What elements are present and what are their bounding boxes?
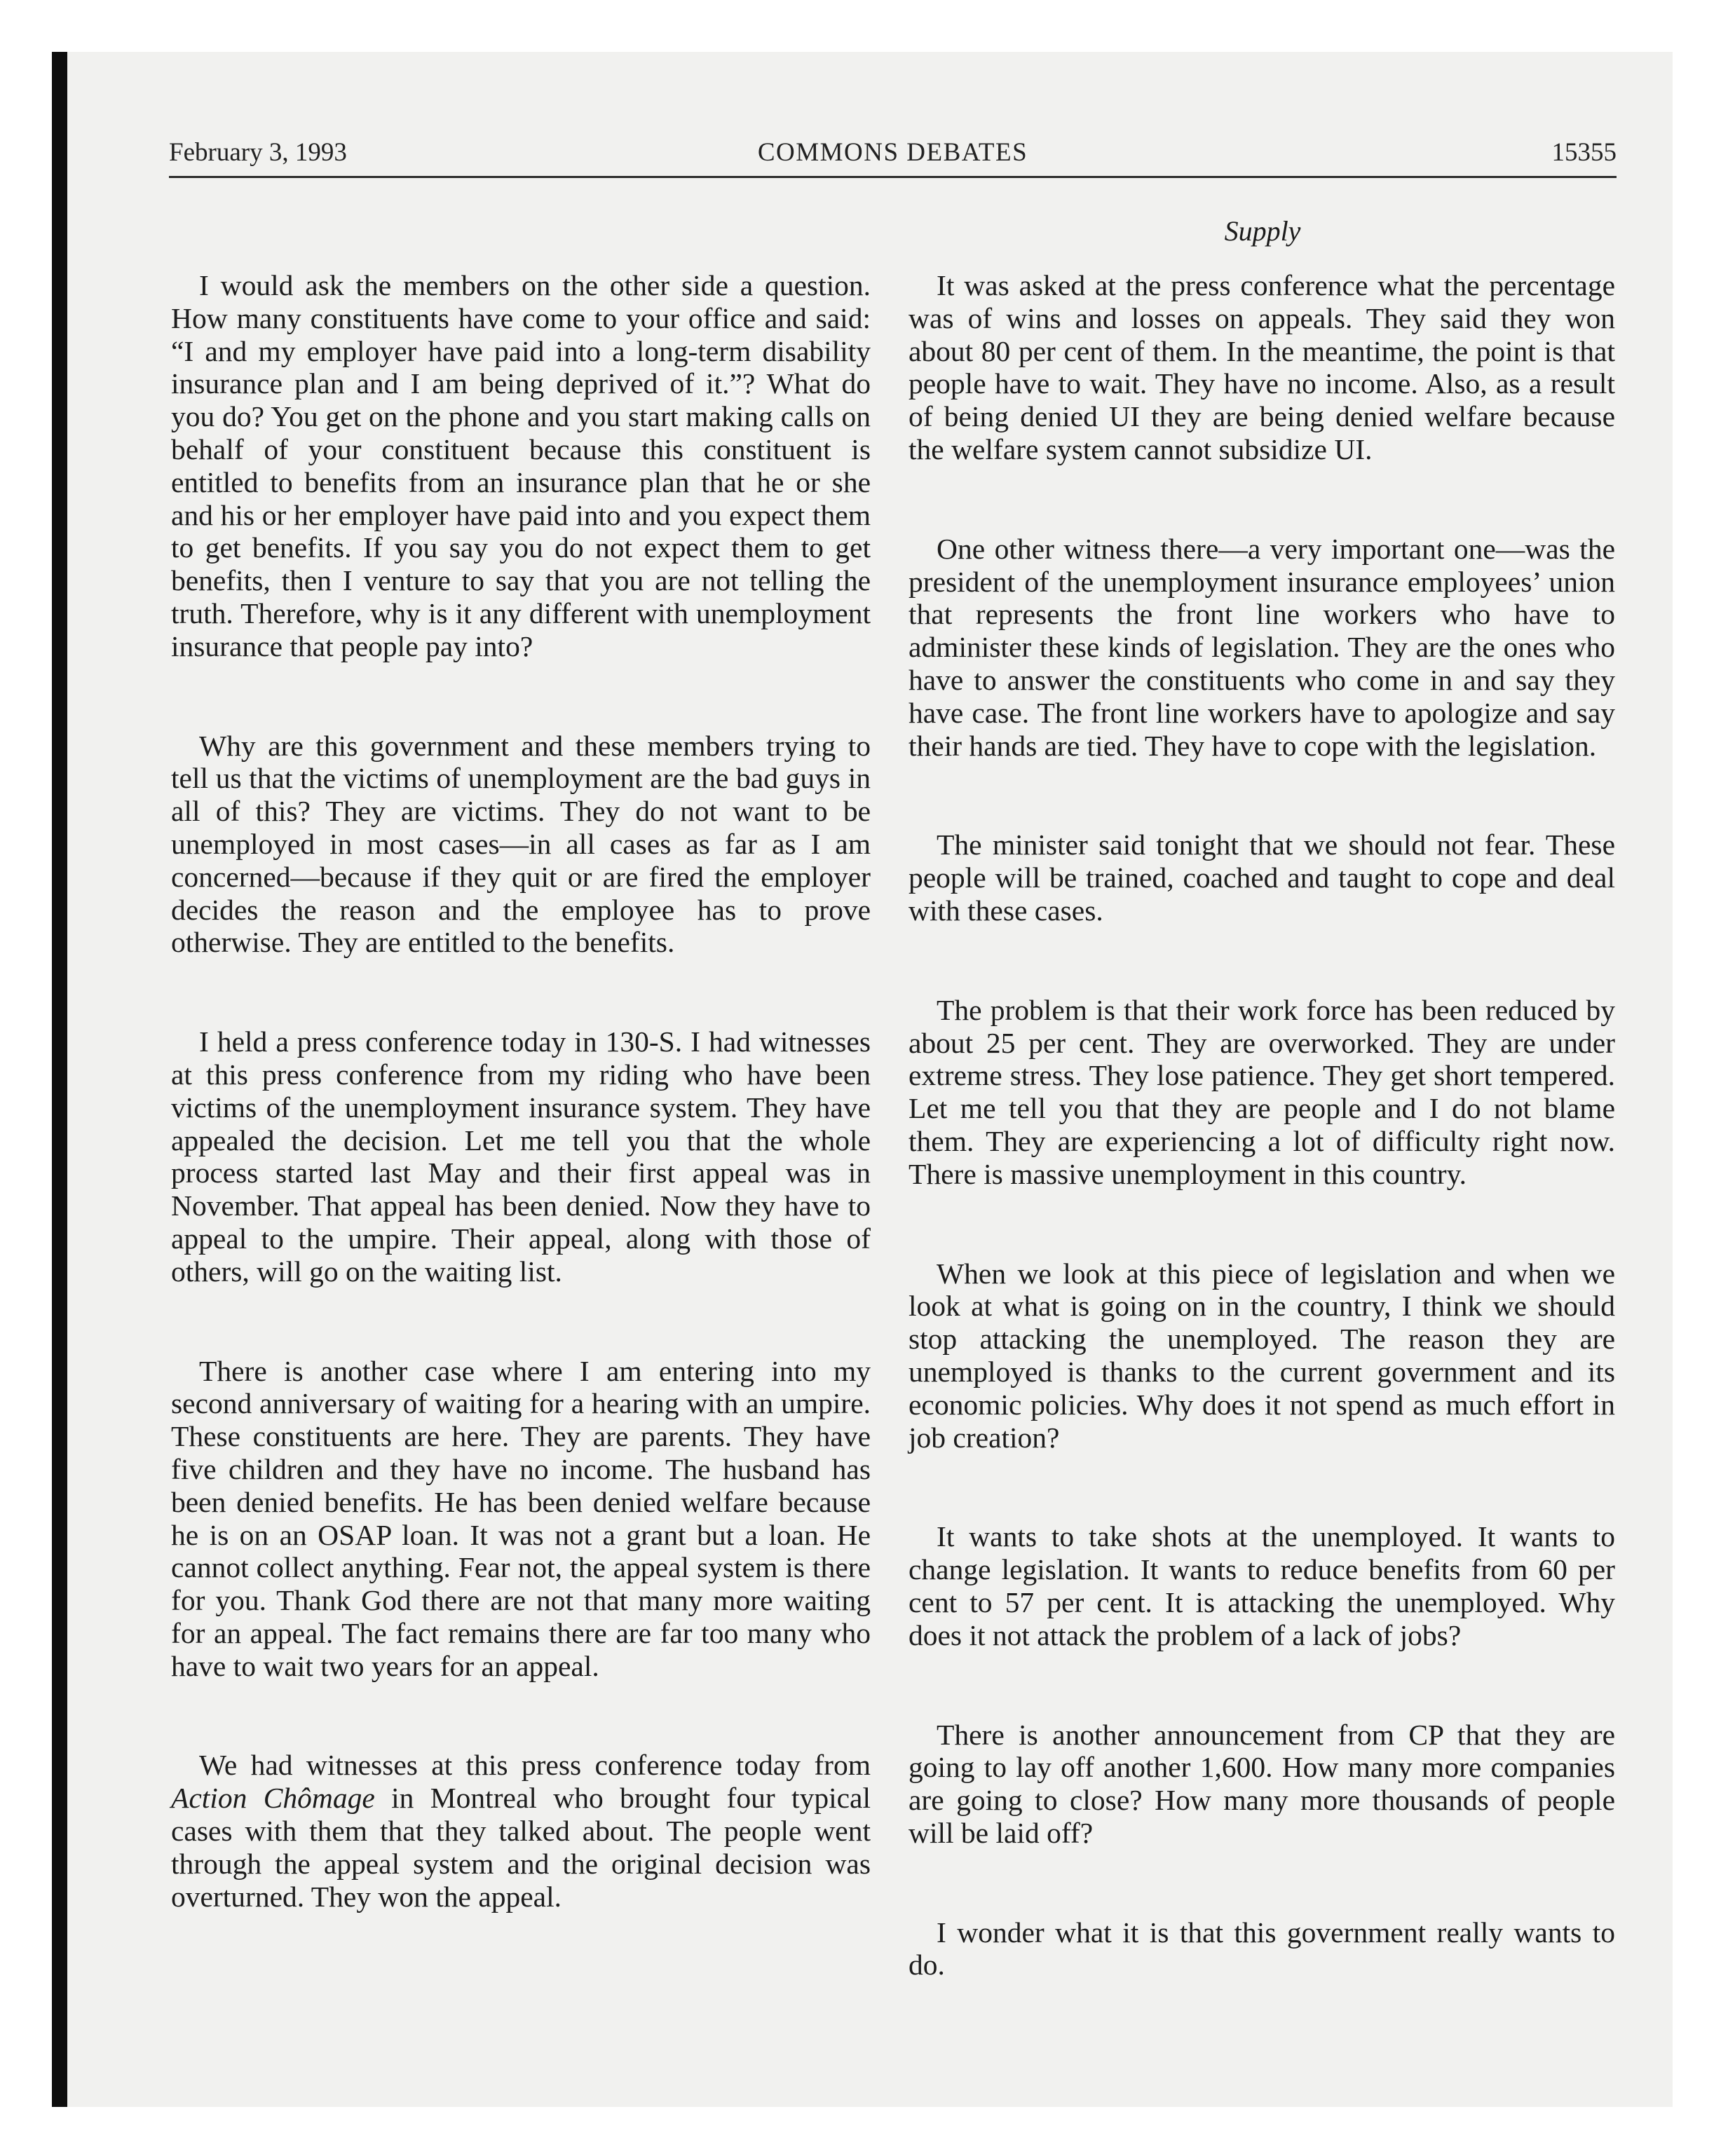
organization-name: Action Chômage [171,1782,375,1815]
left-column [171,269,871,1913]
header-rule [169,176,1617,178]
paragraph-text: We had witnesses at this press conference today from [199,1749,871,1782]
section-label: Supply [1224,215,1301,247]
running-header [169,133,1617,172]
paragraph [171,1749,871,1913]
paragraph: It wants to take shots at the unemployed. It wants to change legislation. It wants to reduce benefits from 60 per cent to 57 per cent. It is attacking the unemployed. Why does it not attack the problem of a lack of jobs? [909,1520,1615,1651]
right-column [909,269,1615,1981]
scan-edge-bar [52,52,67,2107]
paragraph: Why are this government and these members trying to tell us that the victims of unemployment are the bad guys in all of this? They are victims. They do not want to be unemployed in most cases—in all cases as far as I am concerned—because if they quit or are fired the employer decides the reason and the employee has to prove otherwise. They are entitled to the benefits. [171,729,871,959]
paragraph: There is another announcement from CP that they are going to lay off another 1,600. How many more companies are going to close? How many more thousands of people will be laid off? [909,1718,1615,1849]
paragraph: The problem is that their work force has been reduced by about 25 per cent. They are overworked. They are under extreme stress. They lose patience. They get short tempered. Let me tell you that they are people and I do not blame them. They are experiencing a lot of difficulty right now. There is massive unemployment in this country. [909,993,1615,1190]
paragraph: When we look at this piece of legislation and when we look at what is going on in the country, I think we should stop attacking the unemployed. The reason they are unemployed is thanks to the current government and its economic policies. Why does it not spend as much effort in job creation? [909,1257,1615,1454]
header-title: COMMONS DEBATES [757,138,1028,167]
header-page-number: 15355 [1551,138,1617,167]
paragraph: One other witness there—a very important one—was the president of the unemployment insurance employees’ union that represents the front line workers who have to administer these kinds of legislation. They are the ones who have to answer the constituents who come in and say they have case. The front line workers have to apologize and say their hands are tied. They have to cope with the legislation. [909,532,1615,762]
paragraph: There is another case where I am entering into my second anniversary of waiting for a hearing with an umpire. These constituents are here. They are parents. They have five children and they have no income. The husband has been denied benefits. He has been denied welfare because he is on an OSAP loan. It was not a grant but a loan. He cannot collect anything. Fear not, the appeal system is there for you. Thank God there are not that many more waiting for an appeal. The fact remains there are far too many who have to wait two years for an appeal. [171,1354,871,1682]
paragraph: I would ask the members on the other side a question. How many constituents have come to your office and said: “I and my employer have paid into a long-term disability insurance plan and I am being deprived of it.”? What do you do? You get on the phone and you start making calls on behalf of your constituent because this constituent is entitled to benefits from an insurance plan that he or she and his or her employer have paid into and you expect them to get benefits. If you say you do not expect them to get benefits, then I venture to say that you are not telling the truth. Therefore, why is it any different with unemployment insurance that people pay into? [171,269,871,662]
paragraph: It was asked at the press conference what the percentage was of wins and losses on appeals. They said they won about 80 per cent of them. In the meantime, the point is that people have to wait. They have no income. Also, as a result of being denied UI they are being denied welfare because the welfare system cannot subsidize UI. [909,269,1615,465]
paragraph: I wonder what it is that this government really wants to do. [909,1916,1615,1981]
paragraph-text: in Montreal who brought four typical cases with them that they talked about. The people went through the appeal system and the original decision was overturned. They won the appeal. [171,1782,871,1913]
header-date: February 3, 1993 [169,138,347,167]
paragraph: I held a press conference today in 130-S. I had witnesses at this press conference from my riding who have been victims of the unemployment insurance system. They have appealed the decision. Let me tell you that the whole process started last May and their first appeal was in November. That appeal has been denied. Now they have to appeal to the umpire. Their appeal, along with those of others, will go on the waiting list. [171,1025,871,1288]
paragraph: The minister said tonight that we should not fear. These people will be trained, coached and taught to cope and deal with these cases. [909,828,1615,927]
